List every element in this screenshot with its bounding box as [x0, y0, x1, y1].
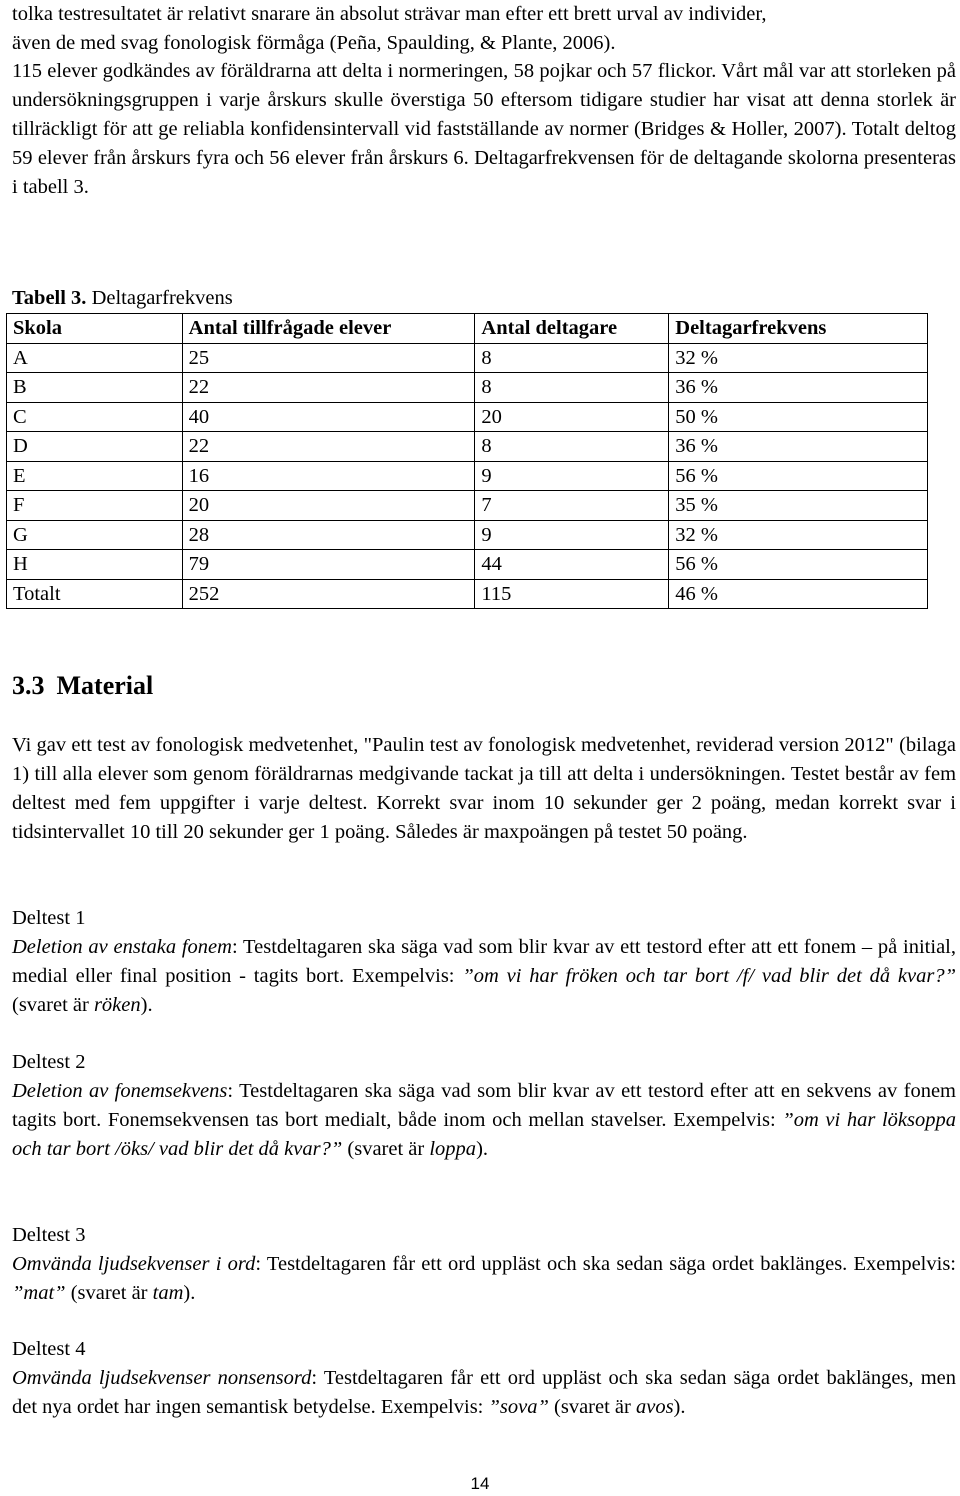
- table-cell: 28: [182, 520, 475, 550]
- table-cell: Totalt: [7, 579, 183, 609]
- table-cell: H: [7, 550, 183, 580]
- deltest-term: Deletion av enstaka fonem: [12, 936, 232, 958]
- text-segment: ).: [673, 1396, 686, 1418]
- answer-text: röken: [93, 994, 141, 1016]
- example-text: ”om vi har löksoppa och tar bort /öks/ vad blir det då kvar?”: [12, 1109, 957, 1160]
- table-cell: E: [7, 461, 183, 491]
- table-cell: 35 %: [669, 491, 928, 521]
- text-line: ger 1 poäng. Således är maxpoängen på testet 50 poäng.: [288, 821, 748, 843]
- table-cell: 7: [475, 491, 669, 521]
- table-header-row: [7, 314, 928, 344]
- text-line: mål var att storleken på undersökningsgruppen i varje årskurs skulle överstiga 50 eftersom: [12, 60, 957, 111]
- text-segment: ordet baklänges, men det nya ordet har ingen semantisk betydelse. Exempelvis:: [12, 1367, 956, 1418]
- table-cell: 20: [475, 402, 669, 432]
- text-segment: ).: [140, 994, 153, 1016]
- table-cell: A: [7, 343, 183, 373]
- table-cell: G: [7, 520, 183, 550]
- text-segment: : Testdeltagaren får ett ord uppläst och ska sedan säga ordet: [255, 1253, 754, 1275]
- text-line: även de med svag fonologisk förmåga (Peña, Spaulding, & Plante, 2006).: [12, 32, 616, 54]
- text-line: 115 elever godkändes av föräldrarna att delta i normeringen, 58 pojkar och 57 flickor. Vårt: [12, 60, 758, 82]
- table-cell: 44: [475, 550, 669, 580]
- deltest-2-title: Deltest 2: [12, 1051, 86, 1073]
- table-cell: F: [7, 491, 183, 521]
- table-cell: 36 %: [669, 432, 928, 462]
- table-cell: 36 %: [669, 373, 928, 403]
- table-caption-text: Deltagarfrekvens: [86, 287, 233, 309]
- table-cell: 16: [182, 461, 475, 491]
- text-segment: (svaret är: [12, 994, 94, 1016]
- text-segment: är: [408, 1138, 430, 1160]
- example-text: ”mat”: [12, 1282, 66, 1304]
- table-cell: 40: [182, 402, 475, 432]
- page-number: 14: [470, 1474, 490, 1493]
- example-text: ”om vi har fröken: [462, 965, 618, 987]
- deltest-4-title: Deltest 4: [12, 1338, 86, 1360]
- deltest-term: Deletion av fonemsekvens: [12, 1080, 228, 1102]
- table-cell: 8: [475, 373, 669, 403]
- text-segment: ett fonem – på initial, medial eller final position - tagits bort. Exempelvis:: [12, 936, 956, 987]
- table-cell: C: [7, 402, 183, 432]
- table-cell: 56 %: [669, 550, 928, 580]
- table-cell: 25: [182, 343, 475, 373]
- column-header: Skola: [7, 314, 183, 344]
- table-cell: 20: [182, 491, 475, 521]
- paragraph-continuation: [12, 0, 956, 58]
- section-title: Material: [56, 671, 154, 700]
- text-line: och 56 elever från årskurs 6. Deltagarfrekvensen för de deltagande skolorna presenteras i: [12, 147, 957, 198]
- text-line: tolka testresultatet är relativt snarare än absolut strävar man efter ett brett urval av individer,: [12, 3, 767, 25]
- table-row: [7, 491, 928, 521]
- table-cell: 252: [182, 579, 475, 609]
- table-cell: 8: [475, 432, 669, 462]
- deltest-4-description: [12, 1364, 956, 1422]
- section-number: 3.3: [12, 671, 45, 700]
- text-segment: baklänges. Exempelvis:: [760, 1253, 956, 1275]
- text-line: svar inom 10 sekunder ger 2 poäng, medan korrekt svar i tidsintervallet 10 till 20 sekunder: [12, 792, 957, 843]
- column-header: Deltagarfrekvens: [669, 314, 928, 344]
- table-caption: [12, 284, 233, 313]
- table-row: [7, 461, 928, 491]
- example-text: ”sova”: [488, 1396, 549, 1418]
- answer-text: loppa: [429, 1138, 477, 1160]
- text-segment: ).: [183, 1282, 196, 1304]
- text-line: delta i undersökningen. Testet består av fem deltest med fem uppgifter i varje deltest. Korrekt: [12, 763, 957, 814]
- answer-text: tam: [152, 1282, 184, 1304]
- column-header: Antal tillfrågade elever: [182, 314, 475, 344]
- text-line: tidigare studier har visat att denna storlek är tillräckligt för att ge reliabla konfidensintervall: [12, 89, 956, 140]
- column-header: Antal deltagare: [475, 314, 669, 344]
- table-row: [7, 373, 928, 403]
- table-cell: 9: [475, 520, 669, 550]
- deltest-3-description: [12, 1250, 956, 1308]
- section-heading: [12, 668, 153, 704]
- deltest-2-description: [12, 1077, 956, 1164]
- table-cell: 8: [475, 343, 669, 373]
- table-row: [7, 432, 928, 462]
- text-line: Vi gav ett test av fonologisk medvetenhet, "Paulin test av fonologisk medvetenhet, reviderad: [12, 734, 774, 756]
- table-cell: 22: [182, 432, 475, 462]
- text-segment: (svaret är: [554, 1396, 636, 1418]
- participation-table: [6, 313, 928, 609]
- table-cell: 32 %: [669, 520, 928, 550]
- text-line: version 2012" (bilaga 1) till alla elever som genom föräldrarnas medgivande tackat ja till att: [12, 734, 956, 785]
- text-segment: : Testdeltagaren får ett ord uppläst och ska sedan säga: [311, 1367, 771, 1389]
- table-cell: D: [7, 432, 183, 462]
- table-row: [7, 520, 928, 550]
- text-line: vid fastställande av normer (Bridges & Holler, 2007). Totalt deltog 59 elever från årskurs fyra: [12, 118, 956, 169]
- table-row: [7, 402, 928, 432]
- deltest-3-title: Deltest 3: [12, 1224, 86, 1246]
- table-cell: 32 %: [669, 343, 928, 373]
- table-caption-label: Tabell 3.: [12, 287, 87, 309]
- table-row: [7, 343, 928, 373]
- text-line: tabell 3.: [22, 176, 89, 198]
- table-cell: 50 %: [669, 402, 928, 432]
- text-segment: sekvens av fonem tagits bort. Fonemsekvensen tas bort medialt, både inom och mellan: [12, 1080, 956, 1131]
- table-row-total: [7, 579, 928, 609]
- text-segment: (svaret: [342, 1138, 404, 1160]
- table-cell: 22: [182, 373, 475, 403]
- table-cell: 79: [182, 550, 475, 580]
- paragraph-sample: [12, 57, 956, 202]
- paragraph-material: [12, 731, 956, 847]
- table-cell: 46 %: [669, 579, 928, 609]
- table-row: [7, 550, 928, 580]
- table-cell: 115: [475, 579, 669, 609]
- deltest-term: Omvända ljudsekvenser nonsensord: [12, 1367, 312, 1389]
- deltest-term: Omvända ljudsekvenser i ord: [12, 1253, 256, 1275]
- example-text: och tar bort /f/ vad blir det då kvar?”: [625, 965, 956, 987]
- table-cell: B: [7, 373, 183, 403]
- text-segment: : Testdeltagaren ska säga vad som blir kvar av ett testord efter att: [231, 936, 772, 958]
- answer-text: avos: [635, 1396, 674, 1418]
- table-cell: 9: [475, 461, 669, 491]
- text-segment: stavelser. Exempelvis:: [590, 1109, 783, 1131]
- text-segment: ).: [476, 1138, 489, 1160]
- text-segment: : Testdeltagaren ska säga vad som blir kvar av ett testord efter att en: [227, 1080, 801, 1102]
- text-segment: (svaret är: [65, 1282, 153, 1304]
- table-cell: 56 %: [669, 461, 928, 491]
- deltest-1-description: [12, 933, 956, 1020]
- deltest-1-title: Deltest 1: [12, 907, 86, 929]
